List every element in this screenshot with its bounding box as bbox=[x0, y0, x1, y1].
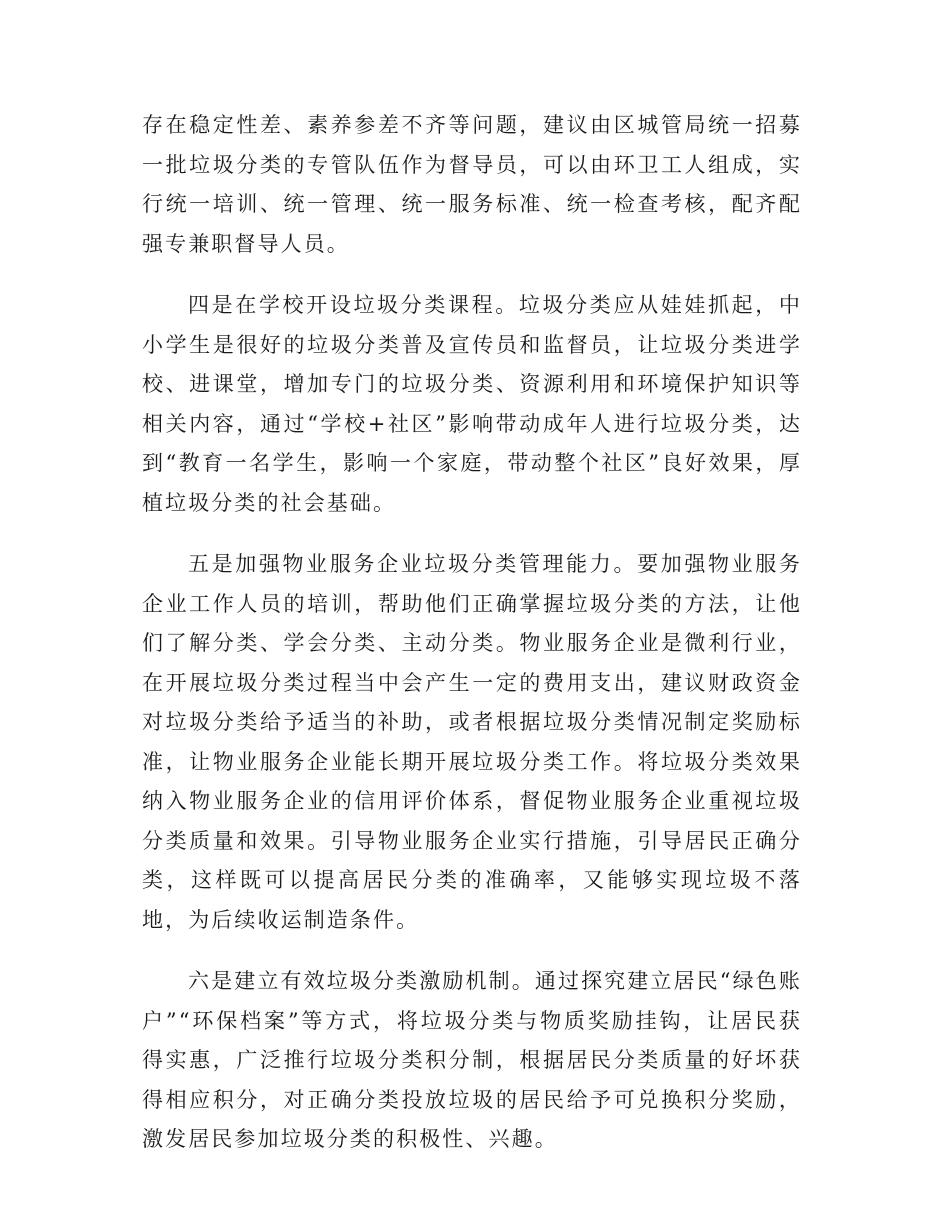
paragraph-property-management: 五是加强物业服务企业垃圾分类管理能力。要加强物业服务企业工作人员的培训，帮助他们正确掌握垃圾分类的方法，让他们了解分类、学会分类、主动分类。物业服务企业是微利行业，在开展垃圾分类过程当中会产生一定的费用支出，建议财政资金对垃圾分类给予适当的补助，或者根据垃圾分类情况制定奖励标准，让物业服务企业能长期开展垃圾分类工作。将垃圾分类效果纳入物业服务企业的信用评价体系，督促物业服务企业重视垃圾分类质量和效果。引导物业服务企业实行措施，引导居民正确分类，这样既可以提高居民分类的准确率，又能够实现垃圾不落地，为后续收运制造条件。 bbox=[142, 552, 802, 932]
document-body bbox=[142, 106, 802, 1182]
paragraph-continued: 存在稳定性差、素养参差不齐等问题，建议由区城管局统一招募一批垃圾分类的专管队伍作为督导员，可以由环卫工人组成，实行统一培训、统一管理、统一服务标准、统一检查考核，配齐配强专兼职督导人员。 bbox=[142, 113, 802, 256]
paragraph-school-course: 四是在学校开设垃圾分类课程。垃圾分类应从娃娃抓起，中小学生是很好的垃圾分类普及宣传员和监督员，让垃圾分类进学校、进课堂，增加专门的垃圾分类、资源利用和环境保护知识等相关内容，通过“学校+社区”影响带动成年人进行垃圾分类，达到“教育一名学生，影响一个家庭，带动整个社区”良好效果，厚植垃圾分类的社会基础。 bbox=[142, 293, 802, 515]
paragraph-incentive-mechanism: 六是建立有效垃圾分类激励机制。通过探究建立居民“绿色账户”“环保档案”等方式，将垃圾分类与物质奖励挂钩，让居民获得实惠，广泛推行垃圾分类积分制，根据居民分类质量的好坏获得相应积分，对正确分类投放垃圾的居民给予可兑换积分奖励，激发居民参加垃圾分类的积极性、兴趣。 bbox=[142, 969, 802, 1151]
